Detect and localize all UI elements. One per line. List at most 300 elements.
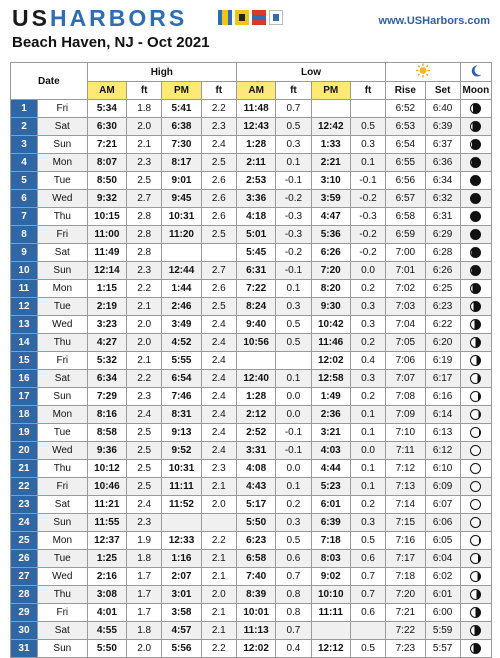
low-am-time: 5:45	[236, 244, 275, 262]
low-pm-height: 0.3	[350, 136, 385, 154]
low-pm-height: 0.3	[350, 370, 385, 388]
sunset: 6:05	[425, 532, 460, 550]
weekday: Mon	[37, 154, 87, 172]
moon-phase-icon	[470, 625, 481, 636]
high-am-height: 2.2	[127, 370, 162, 388]
date-number: 27	[11, 568, 38, 586]
low-pm-height: -0.3	[350, 208, 385, 226]
date-number: 18	[11, 406, 38, 424]
moon-phase-icon	[470, 337, 481, 348]
high-pm-height: 2.1	[201, 568, 236, 586]
high-pm-height: 2.4	[201, 316, 236, 334]
high-pm-time: 1:44	[162, 280, 201, 298]
moon-phase-cell	[460, 586, 491, 604]
high-pm-time: 9:13	[162, 424, 201, 442]
low-am-height: 0.5	[276, 334, 311, 352]
low-am-height: -0.1	[276, 442, 311, 460]
high-am-height: 1.8	[127, 622, 162, 640]
low-am-time: 12:43	[236, 118, 275, 136]
moon-phase-icon	[470, 553, 481, 564]
sunrise: 6:56	[386, 172, 425, 190]
moon-phase-icon	[470, 391, 481, 402]
page-title: Beach Haven, NJ - Oct 2021	[12, 34, 210, 51]
high-am-time: 4:55	[87, 622, 126, 640]
high-am-height: 1.7	[127, 604, 162, 622]
weekday: Tue	[37, 298, 87, 316]
low-am-time: 1:28	[236, 136, 275, 154]
high-am-time: 5:32	[87, 352, 126, 370]
low-pm-height: 0.1	[350, 478, 385, 496]
sunrise: 7:16	[386, 532, 425, 550]
rise-header: Rise	[386, 82, 425, 100]
high-pm-time: 5:41	[162, 100, 201, 118]
weekday: Fri	[37, 226, 87, 244]
high-am-height: 2.1	[127, 298, 162, 316]
high-pm-time: 8:31	[162, 406, 201, 424]
low-am-time: 8:24	[236, 298, 275, 316]
high-am-time: 11:21	[87, 496, 126, 514]
low-pm-time: 4:44	[311, 460, 350, 478]
sunrise: 7:17	[386, 550, 425, 568]
low-am-height: 0.5	[276, 118, 311, 136]
weekday: Sat	[37, 496, 87, 514]
low-am-height: -0.1	[276, 424, 311, 442]
sunset: 6:16	[425, 388, 460, 406]
moon-phase-cell	[460, 496, 491, 514]
high-am-height: 2.4	[127, 496, 162, 514]
low-am-height: 0.7	[276, 622, 311, 640]
table-row	[11, 550, 492, 568]
low-pm-time: 7:20	[311, 262, 350, 280]
table-row	[11, 172, 492, 190]
site-link[interactable]: www.USHarbors.com	[378, 15, 490, 27]
high-pm-time: 5:56	[162, 640, 201, 658]
date-number: 14	[11, 334, 38, 352]
weekday: Sat	[37, 244, 87, 262]
sunset: 6:28	[425, 244, 460, 262]
sunset: 6:09	[425, 478, 460, 496]
high-pm-time: 6:54	[162, 370, 201, 388]
sunset: 6:31	[425, 208, 460, 226]
high-pm-time: 4:57	[162, 622, 201, 640]
high-pm-height: 2.6	[201, 280, 236, 298]
tide-rows	[11, 100, 492, 658]
high-am-height: 2.3	[127, 262, 162, 280]
sunset: 6:26	[425, 262, 460, 280]
high-am-height: 2.0	[127, 334, 162, 352]
sunrise: 7:04	[386, 316, 425, 334]
date-number: 31	[11, 640, 38, 658]
high-pm-time: 2:46	[162, 298, 201, 316]
low-am-height: 0.6	[276, 550, 311, 568]
low-pm-height: 0.2	[350, 280, 385, 298]
high-am-height: 2.0	[127, 640, 162, 658]
weekday: Mon	[37, 280, 87, 298]
moon-phase-cell	[460, 352, 491, 370]
low-am-height: 0.3	[276, 514, 311, 532]
high-pm-time: 10:31	[162, 460, 201, 478]
moon-phase-cell	[460, 622, 491, 640]
table-row	[11, 298, 492, 316]
weekday: Sat	[37, 370, 87, 388]
low-pm-height: -0.1	[350, 172, 385, 190]
table-row	[11, 424, 492, 442]
table-row	[11, 496, 492, 514]
sunrise: 7:09	[386, 406, 425, 424]
low-am-time: 1:28	[236, 388, 275, 406]
moon-phase-icon	[470, 175, 481, 186]
sunrise: 7:20	[386, 586, 425, 604]
high-am-time: 10:12	[87, 460, 126, 478]
low-pm-time: 12:12	[311, 640, 350, 658]
sunset: 6:32	[425, 190, 460, 208]
brand-harbors: HARBORS	[49, 5, 188, 31]
low-pm-time: 3:10	[311, 172, 350, 190]
high-am-header: AM	[87, 82, 126, 100]
low-pm-time: 3:21	[311, 424, 350, 442]
high-am-time: 11:00	[87, 226, 126, 244]
brand-us: US	[12, 5, 50, 31]
low-pm-time: 8:20	[311, 280, 350, 298]
high-pm-time: 11:11	[162, 478, 201, 496]
table-row	[11, 370, 492, 388]
moon-phase-cell	[460, 568, 491, 586]
low-pm-header: PM	[311, 82, 350, 100]
high-pm-time: 7:30	[162, 136, 201, 154]
high-pm-time: 2:07	[162, 568, 201, 586]
low-am-height: 0.8	[276, 586, 311, 604]
low-pm-time	[311, 622, 350, 640]
low-am-height: 0.3	[276, 136, 311, 154]
sunset: 6:22	[425, 316, 460, 334]
low-pm-time: 9:30	[311, 298, 350, 316]
low-pm-height: 0.2	[350, 388, 385, 406]
moon-phase-icon	[470, 517, 481, 528]
high-pm-height: 2.6	[201, 208, 236, 226]
high-pm-height: 2.1	[201, 622, 236, 640]
high-am-time: 1:15	[87, 280, 126, 298]
sun-icon	[414, 63, 432, 78]
moon-phase-icon	[470, 445, 481, 456]
high-pm-height: 2.5	[201, 298, 236, 316]
moon-phase-icon	[470, 607, 481, 618]
low-am-height: -0.2	[276, 190, 311, 208]
moon-phase-icon	[470, 157, 481, 168]
high-am-time: 4:27	[87, 334, 126, 352]
sunset: 6:10	[425, 460, 460, 478]
moon-phase-cell	[460, 550, 491, 568]
sunset: 6:00	[425, 604, 460, 622]
high-am-height: 1.8	[127, 550, 162, 568]
low-am-height: 0.1	[276, 478, 311, 496]
low-pm-time: 7:18	[311, 532, 350, 550]
high-am-time: 4:01	[87, 604, 126, 622]
low-am-height: -0.1	[276, 172, 311, 190]
high-pm-height: 2.0	[201, 586, 236, 604]
table-row	[11, 388, 492, 406]
table-row	[11, 406, 492, 424]
low-pm-time: 11:11	[311, 604, 350, 622]
weekday: Wed	[37, 568, 87, 586]
low-pm-time: 6:01	[311, 496, 350, 514]
sunrise: 7:07	[386, 370, 425, 388]
sunrise: 6:58	[386, 208, 425, 226]
date-number: 28	[11, 586, 38, 604]
brand-logo[interactable]	[12, 5, 187, 32]
high-am-time: 8:50	[87, 172, 126, 190]
low-am-height: 0.7	[276, 568, 311, 586]
date-number: 12	[11, 298, 38, 316]
high-am-time: 11:55	[87, 514, 126, 532]
table-row	[11, 442, 492, 460]
moon-phase-cell	[460, 172, 491, 190]
date-number: 10	[11, 262, 38, 280]
sunset: 6:39	[425, 118, 460, 136]
sunset: 6:23	[425, 298, 460, 316]
weekday: Tue	[37, 172, 87, 190]
low-pm-time: 6:39	[311, 514, 350, 532]
low-pm-height: 0.0	[350, 442, 385, 460]
low-am-height: -0.1	[276, 262, 311, 280]
sunrise: 6:53	[386, 118, 425, 136]
low-pm-height: -0.2	[350, 244, 385, 262]
high-pm-time: 3:58	[162, 604, 201, 622]
low-am-height: 0.5	[276, 316, 311, 334]
low-am-height: 0.0	[276, 406, 311, 424]
sunrise: 6:59	[386, 226, 425, 244]
high-am-time: 7:29	[87, 388, 126, 406]
low-am-time: 2:52	[236, 424, 275, 442]
low-am-time: 2:11	[236, 154, 275, 172]
table-row	[11, 244, 492, 262]
low-am-height: 0.3	[276, 298, 311, 316]
high-am-time: 2:16	[87, 568, 126, 586]
moon-phase-cell	[460, 100, 491, 118]
low-am-time: 6:58	[236, 550, 275, 568]
moon-phase-icon	[470, 247, 481, 258]
high-am-height: 2.3	[127, 388, 162, 406]
sunrise: 7:08	[386, 388, 425, 406]
low-pm-time	[311, 100, 350, 118]
moon-phase-cell	[460, 316, 491, 334]
moon-phase-icon	[470, 319, 481, 330]
moon-phase-icon	[470, 193, 481, 204]
high-am-height: 2.1	[127, 352, 162, 370]
high-am-height: 2.3	[127, 154, 162, 172]
sunrise: 7:02	[386, 280, 425, 298]
sunset: 6:29	[425, 226, 460, 244]
low-pm-height: 0.2	[350, 334, 385, 352]
sunrise: 7:05	[386, 334, 425, 352]
table-row	[11, 280, 492, 298]
low-pm-height: 0.7	[350, 568, 385, 586]
sunrise: 6:55	[386, 154, 425, 172]
sunrise: 7:18	[386, 568, 425, 586]
moon-phase-cell	[460, 298, 491, 316]
high-pm-height: 2.5	[201, 226, 236, 244]
high-am-height: 2.0	[127, 118, 162, 136]
date-number: 13	[11, 316, 38, 334]
low-am-time: 5:17	[236, 496, 275, 514]
moon-phase-icon	[470, 643, 481, 654]
weekday: Mon	[37, 406, 87, 424]
low-am-height: 0.1	[276, 154, 311, 172]
low-am-time: 3:36	[236, 190, 275, 208]
high-pm-height: 2.4	[201, 442, 236, 460]
low-am-time: 7:40	[236, 568, 275, 586]
low-pm-height: 0.3	[350, 298, 385, 316]
sunrise: 6:57	[386, 190, 425, 208]
tide-table	[10, 62, 492, 658]
low-pm-time: 10:10	[311, 586, 350, 604]
moon-phase-cell	[460, 532, 491, 550]
high-pm-height: 2.7	[201, 262, 236, 280]
date-number: 8	[11, 226, 38, 244]
weekday: Sun	[37, 388, 87, 406]
low-am-height	[276, 352, 311, 370]
weekday: Wed	[37, 190, 87, 208]
low-am-height: 0.1	[276, 370, 311, 388]
high-pm-time: 3:01	[162, 586, 201, 604]
low-pm-time: 8:03	[311, 550, 350, 568]
high-am-height: 2.1	[127, 136, 162, 154]
high-am-time: 10:46	[87, 478, 126, 496]
sunrise: 7:03	[386, 298, 425, 316]
weekday: Wed	[37, 442, 87, 460]
moon-phase-icon	[470, 211, 481, 222]
date-number: 2	[11, 118, 38, 136]
low-pm-height: 0.6	[350, 604, 385, 622]
high-pm-time: 12:33	[162, 532, 201, 550]
weekday: Fri	[37, 604, 87, 622]
sunset: 5:57	[425, 640, 460, 658]
high-am-time: 10:15	[87, 208, 126, 226]
high-am-height: 2.8	[127, 208, 162, 226]
high-pm-height: 2.1	[201, 604, 236, 622]
low-am-height: 0.8	[276, 604, 311, 622]
high-pm-height: 2.3	[201, 118, 236, 136]
table-row	[11, 208, 492, 226]
flag-icon	[235, 10, 249, 25]
moon-phase-icon	[470, 121, 481, 132]
high-am-height: 2.0	[127, 316, 162, 334]
date-number: 6	[11, 190, 38, 208]
high-am-height: 2.2	[127, 280, 162, 298]
low-am-time: 6:31	[236, 262, 275, 280]
low-am-height: 0.1	[276, 280, 311, 298]
moon-phase-icon	[470, 103, 481, 114]
low-am-time: 4:08	[236, 460, 275, 478]
high-pm-height: 2.5	[201, 154, 236, 172]
low-pm-height	[350, 100, 385, 118]
sunrise: 7:23	[386, 640, 425, 658]
table-row	[11, 460, 492, 478]
high-pm-time: 12:44	[162, 262, 201, 280]
low-pm-height: -0.2	[350, 190, 385, 208]
high-pm-height: 2.4	[201, 388, 236, 406]
page-header	[0, 0, 500, 60]
low-am-time: 10:01	[236, 604, 275, 622]
high-pm-height: 2.3	[201, 460, 236, 478]
low-pm-time: 10:42	[311, 316, 350, 334]
low-pm-time: 4:03	[311, 442, 350, 460]
high-am-height: 2.4	[127, 406, 162, 424]
high-am-time: 9:36	[87, 442, 126, 460]
low-am-height: -0.2	[276, 244, 311, 262]
low-am-height: -0.3	[276, 226, 311, 244]
sunset: 6:14	[425, 406, 460, 424]
weekday: Thu	[37, 208, 87, 226]
high-pm-time: 1:16	[162, 550, 201, 568]
low-pm-time: 6:26	[311, 244, 350, 262]
low-am-header: AM	[236, 82, 275, 100]
low-am-height: 0.0	[276, 388, 311, 406]
low-am-time: 5:50	[236, 514, 275, 532]
high-pm-time: 9:45	[162, 190, 201, 208]
table-row	[11, 190, 492, 208]
low-am-height: 0.4	[276, 640, 311, 658]
high-pm-height	[201, 514, 236, 532]
moon-phase-cell	[460, 334, 491, 352]
date-number: 21	[11, 460, 38, 478]
high-am-time: 8:07	[87, 154, 126, 172]
moon-phase-icon	[470, 139, 481, 150]
sunrise: 7:00	[386, 244, 425, 262]
moon-phase-icon	[470, 571, 481, 582]
weekday: Fri	[37, 100, 87, 118]
high-am-height: 2.5	[127, 424, 162, 442]
low-pm-time: 1:49	[311, 388, 350, 406]
low-am-height: 0.7	[276, 100, 311, 118]
moon-phase-cell	[460, 136, 491, 154]
weekday: Sun	[37, 262, 87, 280]
moon-header: Moon	[460, 82, 491, 100]
date-header: Date	[11, 63, 88, 100]
sunset: 6:13	[425, 424, 460, 442]
high-am-height: 2.5	[127, 460, 162, 478]
moon-phase-icon	[470, 265, 481, 276]
low-pm-height: 0.3	[350, 316, 385, 334]
low-pm-time: 11:46	[311, 334, 350, 352]
moon-phase-cell	[460, 442, 491, 460]
high-am-time: 3:08	[87, 586, 126, 604]
high-pm-time: 9:52	[162, 442, 201, 460]
high-am-time: 7:21	[87, 136, 126, 154]
high-am-ft-header: ft	[127, 82, 162, 100]
sunrise: 7:22	[386, 622, 425, 640]
low-am-time	[236, 352, 275, 370]
set-header: Set	[425, 82, 460, 100]
sunrise: 7:15	[386, 514, 425, 532]
low-pm-height: 0.6	[350, 550, 385, 568]
high-pm-height: 2.0	[201, 496, 236, 514]
sunset: 6:36	[425, 154, 460, 172]
high-am-time: 6:30	[87, 118, 126, 136]
sunset: 6:07	[425, 496, 460, 514]
high-pm-height: 2.4	[201, 370, 236, 388]
date-number: 17	[11, 388, 38, 406]
high-pm-header: PM	[162, 82, 201, 100]
high-pm-height: 2.1	[201, 550, 236, 568]
high-am-time: 5:34	[87, 100, 126, 118]
weekday: Mon	[37, 532, 87, 550]
moon-header-icon-cell	[460, 63, 491, 82]
high-pm-height: 2.2	[201, 640, 236, 658]
high-am-height: 2.5	[127, 172, 162, 190]
high-pm-height: 2.2	[201, 532, 236, 550]
high-am-height: 1.8	[127, 100, 162, 118]
sunrise: 7:13	[386, 478, 425, 496]
